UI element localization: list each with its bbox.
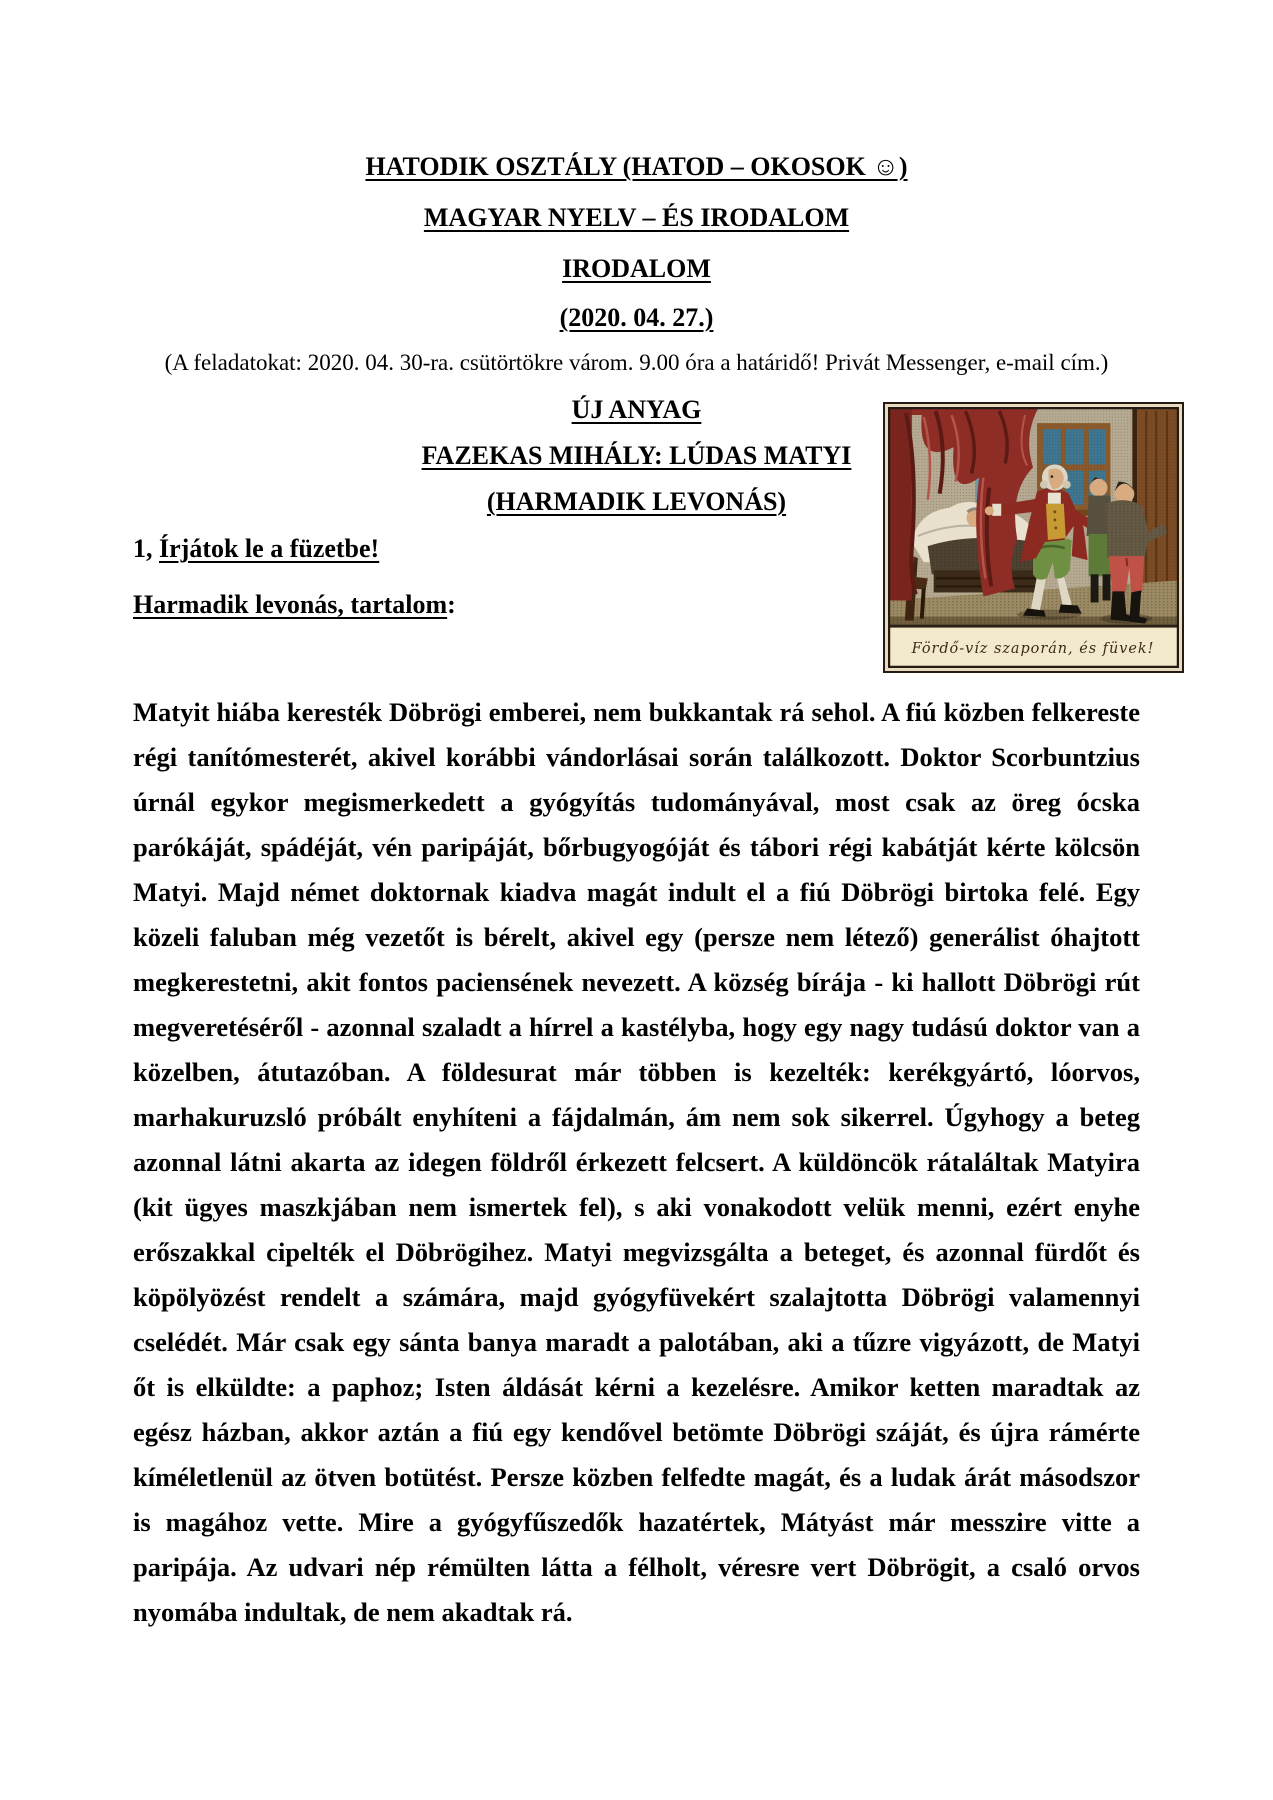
heading-new-material: ÚJ ANYAG [571,395,702,424]
title-subject: MAGYAR NYELV – ÉS IRODALOM [423,203,850,232]
deadline-note: (A feladatokat: 2020. 04. 30-ra. csütörtökre várom. 9.00 óra a határidő! Privát Messenger, e-mail cím.) [164,350,1109,375]
task-instruction: Írjátok le a füzetbe! [159,534,380,563]
subtitle-text: Harmadik levonás, tartalom [133,590,448,619]
subtitle-colon: : [447,590,456,619]
ludas-matyi-illustration [883,402,1184,673]
caption-band [888,625,1179,668]
illustration-caption: Fördő-víz szaporán, és füvek! [911,640,1155,657]
heading-part: (HARMADIK LEVONÁS) [486,487,787,516]
title-topic: IRODALOM [562,254,711,283]
task-number: 1, [133,534,159,563]
title-date: (2020. 04. 27.) [559,303,714,332]
section-subtitle [133,590,456,620]
task-line [133,534,379,564]
etching-scene [888,407,1179,668]
heading-work-title: FAZEKAS MIHÁLY: LÚDAS MATYI [421,441,852,470]
title-class: HATODIK OSZTÁLY (HATOD – OKOSOK ☺) [365,152,908,181]
summary-paragraph: Matyit hiába keresték Döbrögi emberei, nem bukkantak rá sehol. A fiú közben felkereste régi tanítómesterét, akivel korábbi vándorlásai során találkozott. Doktor Scorbuntzius úrnál egykor megismerkedett a gyógyítás tudományával, most csak az öreg ócska parókáját, spádéját, vén paripáját, bőrbugyogóját és tábori régi kabátját kérte kölcsön Matyi. Majd német doktornak kiadva magát indult el a fiú Döbrögi birtoka felé. Egy közeli faluban még vezetőt is bérelt, akivel egy (persze nem létező) generálist óhajtott megkerestetni, akit fontos paciensének nevezett. A község bírája - ki hallott Döbrögi rút megveretéséről - azonnal szaladt a hírrel a kastélyba, hogy egy nagy tudású doktor van a közelben, átutazóban. A földesurat már többen is kezelték: kerékgyártó, lóorvos, marhakuruzsló próbált enyhíteni a fájdalmán, ám nem sok sikerrel. Úgyhogy a beteg azonnal látni akarta az idegen földről érkezett felcsert. A küldöncök rátaláltak Matyira (kit ügyes maszkjában nem ismertek fel), s aki vonakodott velük menni, ezért enyhe erőszakkal cipelték el Döbrögihez. Matyi megvizsgálta a beteget, és azonnal fürdőt és köpölyözést rendelt a számára, majd gyógyfüvekért szalajtotta Döbrögi valamennyi cselédét. Már csak egy sánta banya maradt a palotában, aki a tűzre vigyázott, de Matyi őt is elküldte: a paphoz; Isten áldását kérni a kezelésre. Amikor ketten maradtak az egész házban, akkor aztán a fiú egy kendővel betömte Döbrögi száját, és újra rámérte kíméletlenül az ötven botütést. Persze közben felfedte magát, és a ludak árát másodszor is magához vette. Mire a gyógyfűszedők hazatértek, Mátyást már messzire vitte a paripája. Az udvari nép rémülten látta a félholt, véresre vert Döbrögit, a csaló orvos nyomába indultak, de nem akadtak rá. [133,697,1140,1627]
